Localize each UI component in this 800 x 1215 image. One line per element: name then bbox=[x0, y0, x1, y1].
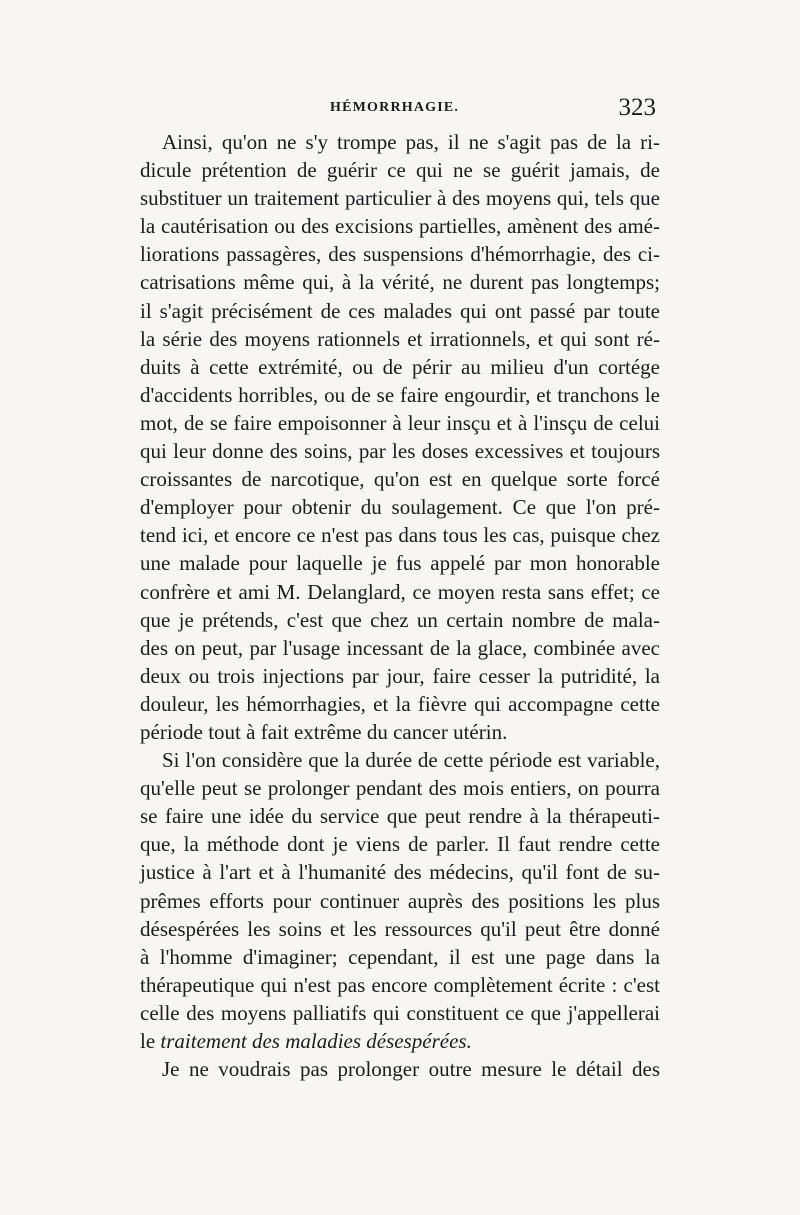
text-line: substituer un traitement particulier à des moyens qui, tels que bbox=[140, 186, 660, 211]
text-line: croissantes de narcotique, qu'on est en quelque sorte forcé bbox=[140, 467, 660, 492]
text-line: que, la méthode dont je viens de parler. Il faut rendre cette bbox=[140, 832, 660, 857]
text-line: que je prétends, c'est que chez un certain nombre de mala- bbox=[140, 607, 660, 632]
text-line: d'accidents horribles, ou de se faire engourdir, et tranchons le bbox=[140, 382, 660, 407]
text-line: la série des moyens rationnels et irrationnels, et qui sont ré- bbox=[140, 326, 660, 351]
page-number: 323 bbox=[618, 94, 656, 121]
text-line: la cautérisation ou des excisions partielles, amènent des amé- bbox=[140, 214, 660, 239]
text-line: une malade pour laquelle je fus appelé par mon honorable bbox=[140, 551, 660, 576]
text-line: il s'agit précisément de ces malades qui ont passé par toute bbox=[140, 298, 660, 323]
text-line-last bbox=[140, 1027, 660, 1055]
text-line: tend ici, et encore ce n'est pas dans tous les cas, puisque chez bbox=[140, 523, 660, 548]
running-head: HÉMORRHAGIE. bbox=[330, 100, 460, 115]
text-line: Si l'on considère que la durée de cette période est variable, bbox=[162, 748, 660, 773]
text-fragment: le bbox=[140, 1029, 161, 1053]
text-line: confrère et ami M. Delanglard, ce moyen resta sans effet; ce bbox=[140, 579, 660, 604]
text-line: se faire une idée du service que peut rendre à la thérapeuti- bbox=[140, 804, 660, 829]
text-line: celle des moyens palliatifs qui constituent ce que j'appellerai bbox=[140, 1000, 660, 1025]
text-line: catrisations même qui, à la vérité, ne durent pas longtemps; bbox=[140, 270, 660, 295]
text-line: duits à cette extrémité, ou de périr au milieu d'un cortége bbox=[140, 354, 660, 379]
text-line: thérapeutique qui n'est pas encore complètement écrite : c'est bbox=[140, 972, 660, 997]
text-line: deux ou trois injections par jour, faire cesser la putridité, la bbox=[140, 663, 660, 688]
text-line: désespérées les soins et les ressources qu'il peut être donné bbox=[140, 916, 660, 941]
text-line: des on peut, par l'usage incessant de la glace, combinée avec bbox=[140, 635, 660, 660]
text-line: période tout à fait extrême du cancer utérin. bbox=[140, 719, 508, 744]
text-line: mot, de se faire empoisonner à leur insçu et à l'insçu de celui bbox=[140, 410, 660, 435]
text-line: qu'elle peut se prolonger pendant des mois entiers, on pourra bbox=[140, 776, 660, 801]
body-text bbox=[140, 128, 660, 1083]
italic-phrase: traitement des maladies désespérées. bbox=[160, 1029, 472, 1053]
text-line: dicule prétention de guérir ce qui ne se guérit jamais, de bbox=[140, 158, 660, 183]
page-header bbox=[140, 94, 660, 128]
text-line: qui leur donne des soins, par les doses excessives et toujours bbox=[140, 439, 660, 464]
text-line: Je ne voudrais pas prolonger outre mesure le détail des bbox=[162, 1057, 660, 1082]
text-line: à l'homme d'imaginer; cependant, il est une page dans la bbox=[140, 944, 660, 969]
text-line: justice à l'art et à l'humanité des médecins, qu'il font de su- bbox=[140, 860, 660, 885]
text-line: douleur, les hémorrhagies, et la fièvre qui accompagne cette bbox=[140, 691, 660, 716]
text-line: d'employer pour obtenir du soulagement. Ce que l'on pré- bbox=[140, 495, 660, 520]
text-line: liorations passagères, des suspensions d'hémorrhagie, des ci- bbox=[140, 242, 660, 267]
text-line: Ainsi, qu'on ne s'y trompe pas, il ne s'agit pas de la ri- bbox=[162, 130, 660, 154]
text-line: prêmes efforts pour continuer auprès des positions les plus bbox=[140, 888, 660, 913]
